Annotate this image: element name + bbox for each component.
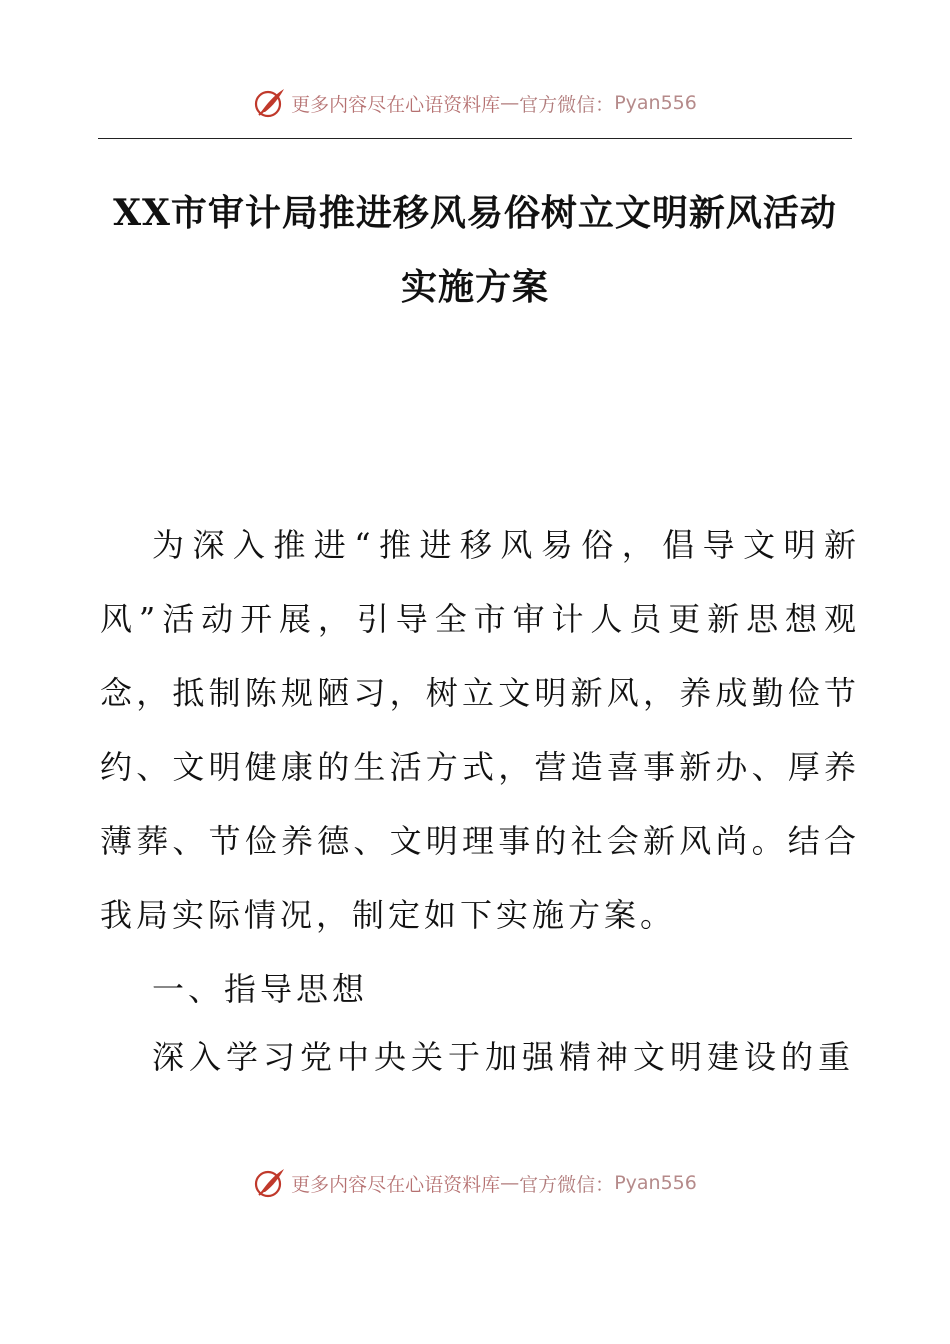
footer-wechat-label: 官方微信：	[519, 1173, 615, 1196]
footer-wechat-id: Pyan556	[614, 1172, 697, 1194]
header-banner	[0, 86, 950, 120]
document-title: XX市审计局推进移风易俗树立文明新风活动实施方案	[113, 192, 837, 308]
footer-dash: —	[500, 1172, 520, 1194]
intro-paragraph: 为深入推进“推进移风易俗，倡导文明新风”活动开展，引导全市审计人员更新思想观念，抵制陈规陋习，树立文明新风，养成勤俭节约、文明健康的生活方式，营造喜事新办、厚养薄葬、节俭养德、文明理事的社会新风尚。结合我局实际情况，制定如下实施方案。	[100, 526, 860, 934]
header-dash: —	[500, 92, 520, 114]
footer-banner	[0, 1166, 950, 1200]
header-wechat-label: 官方微信：	[519, 93, 615, 116]
header-wechat-id: Pyan556	[614, 92, 697, 114]
section-paragraph: 深入学习党中央关于加强精神文明建设的重	[152, 1038, 856, 1076]
quill-logo-icon	[253, 86, 287, 120]
header-divider	[98, 138, 852, 139]
footer-brand-text: 更多内容尽在心语资料库	[291, 1173, 501, 1196]
section-heading: 一、指导思想	[152, 970, 369, 1008]
quill-logo-icon	[253, 1166, 287, 1200]
header-brand-text: 更多内容尽在心语资料库	[291, 93, 501, 116]
